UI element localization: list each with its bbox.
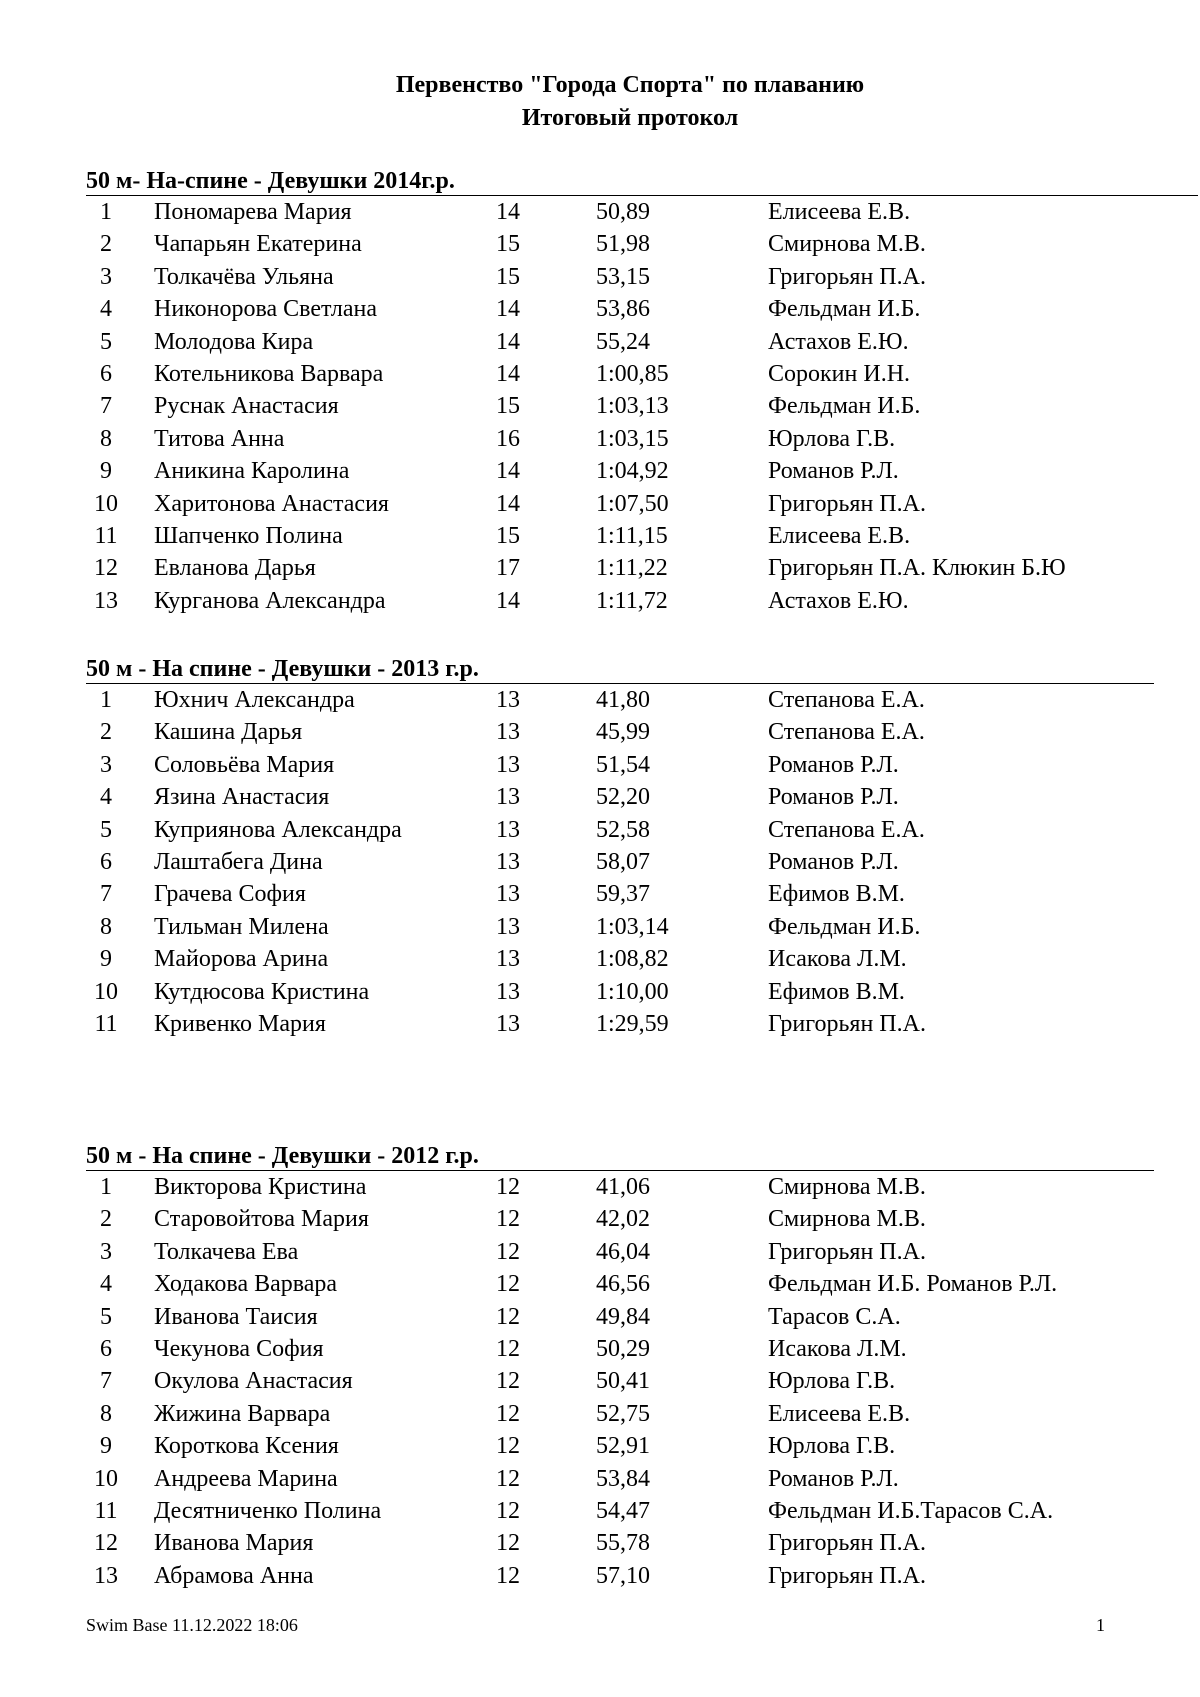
- place-cell: 6: [100, 848, 112, 875]
- age-cell: 14: [496, 360, 520, 387]
- athlete-name: Лаштабега Дина: [154, 848, 323, 875]
- section-title: 50 м - На спине - Девушки - 2013 г.р.: [86, 655, 1154, 684]
- result-time: 50,41: [596, 1368, 650, 1395]
- coach-name: Григорьян П.А.: [768, 263, 926, 290]
- coach-name: Фельдман И.Б.: [768, 393, 921, 420]
- athlete-name: Руснак Анастасия: [154, 393, 339, 420]
- coach-name: Фельдман И.Б.Тарасов С.А.: [768, 1497, 1054, 1524]
- age-cell: 14: [496, 490, 520, 517]
- place-cell: 1: [100, 199, 112, 225]
- footer-source: Swim Base 11.12.2022 18:06: [86, 1615, 298, 1635]
- result-time: 1:03,13: [596, 393, 669, 420]
- age-cell: 12: [496, 1433, 520, 1460]
- athlete-name: Пономарева Мария: [154, 199, 352, 225]
- result-time: 53,15: [596, 263, 650, 290]
- coach-name: Григорьян П.А.: [768, 1238, 926, 1265]
- athlete-name: Язина Анастасия: [154, 784, 330, 811]
- result-time: 1:11,72: [596, 587, 668, 614]
- result-time: 53,86: [596, 296, 650, 323]
- age-cell: 12: [496, 1174, 520, 1200]
- age-cell: 12: [496, 1562, 520, 1589]
- table-row: [86, 846, 1154, 878]
- athlete-name: Юхнич Александра: [154, 687, 355, 713]
- coach-name: Исакова Л.М.: [768, 946, 907, 973]
- athlete-name: Старовойтова Мария: [154, 1206, 369, 1233]
- table-row: [86, 520, 1198, 552]
- table-row: [86, 1171, 1154, 1203]
- coach-name: Юрлова Г.В.: [768, 425, 896, 452]
- table-row: [86, 1268, 1154, 1300]
- place-cell: 2: [100, 1206, 112, 1233]
- place-cell: 8: [100, 425, 112, 452]
- section-title: 50 м- На-спине - Девушки 2014г.р.: [86, 167, 1198, 196]
- result-time: 52,91: [596, 1433, 650, 1460]
- place-cell: 5: [100, 816, 112, 843]
- table-row: [86, 1463, 1154, 1495]
- age-cell: 13: [496, 751, 520, 778]
- age-cell: 12: [496, 1238, 520, 1265]
- table-row: [86, 455, 1198, 487]
- age-cell: 12: [496, 1335, 520, 1362]
- athlete-name: Чекунова София: [154, 1335, 324, 1362]
- result-time: 1:11,22: [596, 555, 668, 582]
- place-cell: 8: [100, 1400, 112, 1427]
- athlete-name: Харитонова Анастасия: [154, 490, 389, 517]
- coach-name: Исакова Л.М.: [768, 1335, 907, 1362]
- age-cell: 12: [496, 1271, 520, 1298]
- table-row: [86, 1398, 1154, 1430]
- table-row: [86, 684, 1154, 716]
- coach-name: Астахов Е.Ю.: [768, 587, 909, 614]
- results-section-2014: [86, 167, 1198, 617]
- age-cell: 14: [496, 328, 520, 355]
- result-time: 52,20: [596, 784, 650, 811]
- result-time: 1:08,82: [596, 946, 669, 973]
- age-cell: 12: [496, 1400, 520, 1427]
- results-table: [86, 196, 1198, 617]
- place-cell: 3: [100, 751, 112, 778]
- table-row: [86, 1365, 1154, 1397]
- result-time: 46,04: [596, 1238, 650, 1265]
- age-cell: 13: [496, 848, 520, 875]
- coach-name: Григорьян П.А. Клюкин Б.Ю: [768, 555, 1066, 582]
- table-row: [86, 196, 1198, 228]
- age-cell: 13: [496, 913, 520, 940]
- place-cell: 9: [100, 458, 112, 485]
- athlete-name: Толкачева Ева: [154, 1238, 299, 1265]
- table-row: [86, 1203, 1154, 1235]
- age-cell: 13: [496, 719, 520, 746]
- coach-name: Григорьян П.А.: [768, 490, 926, 517]
- table-row: [86, 781, 1154, 813]
- place-cell: 7: [100, 881, 112, 908]
- place-cell: 7: [100, 393, 112, 420]
- result-time: 50,29: [596, 1335, 650, 1362]
- table-row: [86, 326, 1198, 358]
- place-cell: 10: [94, 490, 118, 517]
- table-row: [86, 749, 1154, 781]
- athlete-name: Короткова Ксения: [154, 1433, 339, 1460]
- results-section-2012: [86, 1142, 1154, 1592]
- age-cell: 12: [496, 1303, 520, 1330]
- table-row: [86, 1560, 1154, 1592]
- coach-name: Елисеева Е.В.: [768, 1400, 911, 1427]
- athlete-name: Десятниченко Полина: [154, 1497, 382, 1524]
- place-cell: 12: [94, 1530, 118, 1557]
- coach-name: Романов Р.Л.: [768, 1465, 899, 1492]
- place-cell: 13: [94, 587, 118, 614]
- athlete-name: Евланова Дарья: [154, 555, 316, 582]
- age-cell: 14: [496, 458, 520, 485]
- result-time: 1:04,92: [596, 458, 669, 485]
- athlete-name: Чапарьян Екатерина: [154, 231, 362, 258]
- place-cell: 9: [100, 1433, 112, 1460]
- place-cell: 11: [94, 1497, 118, 1524]
- table-row: [86, 261, 1198, 293]
- result-time: 50,89: [596, 199, 650, 225]
- place-cell: 4: [100, 1271, 112, 1298]
- athlete-name: Викторова Кристина: [154, 1174, 367, 1200]
- place-cell: 4: [100, 784, 112, 811]
- coach-name: Смирнова М.В.: [768, 1206, 926, 1233]
- table-row: [86, 716, 1154, 748]
- age-cell: 16: [496, 425, 520, 452]
- result-time: 53,84: [596, 1465, 650, 1492]
- coach-name: Сорокин И.Н.: [768, 360, 911, 387]
- athlete-name: Окулова Анастасия: [154, 1368, 353, 1395]
- result-time: 1:10,00: [596, 978, 669, 1005]
- coach-name: Фельдман И.Б.: [768, 913, 921, 940]
- table-row: [86, 1495, 1154, 1527]
- age-cell: 12: [496, 1530, 520, 1557]
- place-cell: 8: [100, 913, 112, 940]
- age-cell: 13: [496, 978, 520, 1005]
- coach-name: Смирнова М.В.: [768, 1174, 926, 1200]
- table-row: [86, 1008, 1154, 1040]
- place-cell: 6: [100, 360, 112, 387]
- result-time: 1:29,59: [596, 1010, 669, 1037]
- place-cell: 7: [100, 1368, 112, 1395]
- result-time: 51,54: [596, 751, 650, 778]
- table-row: [86, 878, 1154, 910]
- athlete-name: Иванова Таисия: [154, 1303, 318, 1330]
- place-cell: 3: [100, 263, 112, 290]
- coach-name: Степанова Е.А.: [768, 687, 925, 713]
- coach-name: Юрлова Г.В.: [768, 1368, 896, 1395]
- athlete-name: Майорова Арина: [154, 946, 329, 973]
- coach-name: Григорьян П.А.: [768, 1530, 926, 1557]
- age-cell: 14: [496, 199, 520, 225]
- athlete-name: Жижина Варвара: [154, 1400, 331, 1427]
- place-cell: 3: [100, 1238, 112, 1265]
- age-cell: 17: [496, 555, 520, 582]
- result-time: 59,37: [596, 881, 650, 908]
- athlete-name: Шапченко Полина: [154, 522, 343, 549]
- result-time: 55,24: [596, 328, 650, 355]
- age-cell: 12: [496, 1368, 520, 1395]
- document-subtitle: Итоговый протокол: [521, 105, 739, 131]
- athlete-name: Грачева София: [154, 881, 306, 908]
- age-cell: 12: [496, 1465, 520, 1492]
- age-cell: 13: [496, 946, 520, 973]
- place-cell: 5: [100, 1303, 112, 1330]
- coach-name: Фельдман И.Б. Романов Р.Л.: [768, 1271, 1058, 1298]
- athlete-name: Котельникова Варвара: [154, 360, 384, 387]
- age-cell: 15: [496, 393, 520, 420]
- place-cell: 5: [100, 328, 112, 355]
- table-row: [86, 552, 1198, 584]
- place-cell: 4: [100, 296, 112, 323]
- result-time: 51,98: [596, 231, 650, 258]
- result-time: 41,80: [596, 687, 650, 713]
- athlete-name: Ходакова Варвара: [154, 1271, 338, 1298]
- athlete-name: Соловьёва Мария: [154, 751, 335, 778]
- result-time: 55,78: [596, 1530, 650, 1557]
- result-time: 52,75: [596, 1400, 650, 1427]
- athlete-name: Аникина Каролина: [154, 458, 350, 485]
- result-time: 58,07: [596, 848, 650, 875]
- coach-name: Степанова Е.А.: [768, 719, 925, 746]
- table-row: [86, 976, 1154, 1008]
- coach-name: Елисеева Е.В.: [768, 522, 911, 549]
- place-cell: 6: [100, 1335, 112, 1362]
- table-row: [86, 943, 1154, 975]
- coach-name: Романов Р.Л.: [768, 784, 899, 811]
- coach-name: Юрлова Г.В.: [768, 1433, 896, 1460]
- athlete-name: Кутдюсова Кристина: [154, 978, 370, 1005]
- result-time: 1:07,50: [596, 490, 669, 517]
- table-row: [86, 1333, 1154, 1365]
- page-number: 1: [1096, 1615, 1105, 1635]
- age-cell: 13: [496, 687, 520, 713]
- athlete-name: Куприянова Александра: [154, 816, 402, 843]
- age-cell: 13: [496, 784, 520, 811]
- table-row: [86, 1527, 1154, 1559]
- athlete-name: Курганова Александра: [154, 587, 386, 614]
- coach-name: Романов Р.Л.: [768, 848, 899, 875]
- result-time: 1:00,85: [596, 360, 669, 387]
- age-cell: 12: [496, 1497, 520, 1524]
- coach-name: Елисеева Е.В.: [768, 199, 911, 225]
- coach-name: Григорьян П.А.: [768, 1010, 926, 1037]
- athlete-name: Никонорова Светлана: [154, 296, 377, 323]
- coach-name: Романов Р.Л.: [768, 458, 899, 485]
- place-cell: 2: [100, 719, 112, 746]
- place-cell: 10: [94, 978, 118, 1005]
- results-table: [86, 684, 1154, 1040]
- table-row: [86, 1430, 1154, 1462]
- result-time: 57,10: [596, 1562, 650, 1589]
- athlete-name: Кашина Дарья: [154, 719, 303, 746]
- result-time: 1:03,15: [596, 425, 669, 452]
- age-cell: 14: [496, 587, 520, 614]
- place-cell: 10: [94, 1465, 118, 1492]
- age-cell: 12: [496, 1206, 520, 1233]
- table-row: [86, 585, 1198, 617]
- age-cell: 13: [496, 881, 520, 908]
- result-time: 54,47: [596, 1497, 650, 1524]
- place-cell: 11: [94, 1010, 118, 1037]
- table-row: [86, 390, 1198, 422]
- athlete-name: Кривенко Мария: [154, 1010, 326, 1037]
- coach-name: Фельдман И.Б.: [768, 296, 921, 323]
- result-time: 41,06: [596, 1174, 650, 1200]
- place-cell: 2: [100, 231, 112, 258]
- result-time: 46,56: [596, 1271, 650, 1298]
- result-time: 1:03,14: [596, 913, 669, 940]
- table-row: [86, 1301, 1154, 1333]
- document-title: Первенство "Города Спорта" по плаванию: [395, 72, 865, 98]
- result-time: 42,02: [596, 1206, 650, 1233]
- age-cell: 14: [496, 296, 520, 323]
- coach-name: Ефимов В.М.: [768, 881, 905, 908]
- result-time: 52,58: [596, 816, 650, 843]
- coach-name: Астахов Е.Ю.: [768, 328, 909, 355]
- athlete-name: Тильман Милена: [154, 913, 329, 940]
- table-row: [86, 1236, 1154, 1268]
- place-cell: 1: [100, 687, 112, 713]
- coach-name: Григорьян П.А.: [768, 1562, 926, 1589]
- place-cell: 12: [94, 555, 118, 582]
- age-cell: 13: [496, 816, 520, 843]
- age-cell: 15: [496, 263, 520, 290]
- place-cell: 11: [94, 522, 118, 549]
- coach-name: Степанова Е.А.: [768, 816, 925, 843]
- table-row: [86, 293, 1198, 325]
- age-cell: 15: [496, 231, 520, 258]
- table-row: [86, 423, 1198, 455]
- athlete-name: Титова Анна: [154, 425, 285, 452]
- results-section-2013: [86, 655, 1154, 1040]
- result-time: 49,84: [596, 1303, 650, 1330]
- place-cell: 1: [100, 1174, 112, 1200]
- table-row: [86, 358, 1198, 390]
- table-row: [86, 488, 1198, 520]
- coach-name: Тарасов С.А.: [768, 1303, 901, 1330]
- table-row: [86, 228, 1198, 260]
- coach-name: Ефимов В.М.: [768, 978, 905, 1005]
- result-time: 1:11,15: [596, 522, 668, 549]
- athlete-name: Молодова Кира: [154, 328, 314, 355]
- age-cell: 13: [496, 1010, 520, 1037]
- athlete-name: Толкачёва Ульяна: [154, 263, 334, 290]
- table-row: [86, 814, 1154, 846]
- coach-name: Романов Р.Л.: [768, 751, 899, 778]
- result-time: 45,99: [596, 719, 650, 746]
- athlete-name: Абрамова Анна: [154, 1562, 314, 1589]
- table-row: [86, 911, 1154, 943]
- age-cell: 15: [496, 522, 520, 549]
- place-cell: 13: [94, 1562, 118, 1589]
- athlete-name: Андреева Марина: [154, 1465, 338, 1492]
- athlete-name: Иванова Мария: [154, 1530, 314, 1557]
- place-cell: 9: [100, 946, 112, 973]
- coach-name: Смирнова М.В.: [768, 231, 926, 258]
- section-title: 50 м - На спине - Девушки - 2012 г.р.: [86, 1142, 1154, 1171]
- results-table: [86, 1171, 1154, 1592]
